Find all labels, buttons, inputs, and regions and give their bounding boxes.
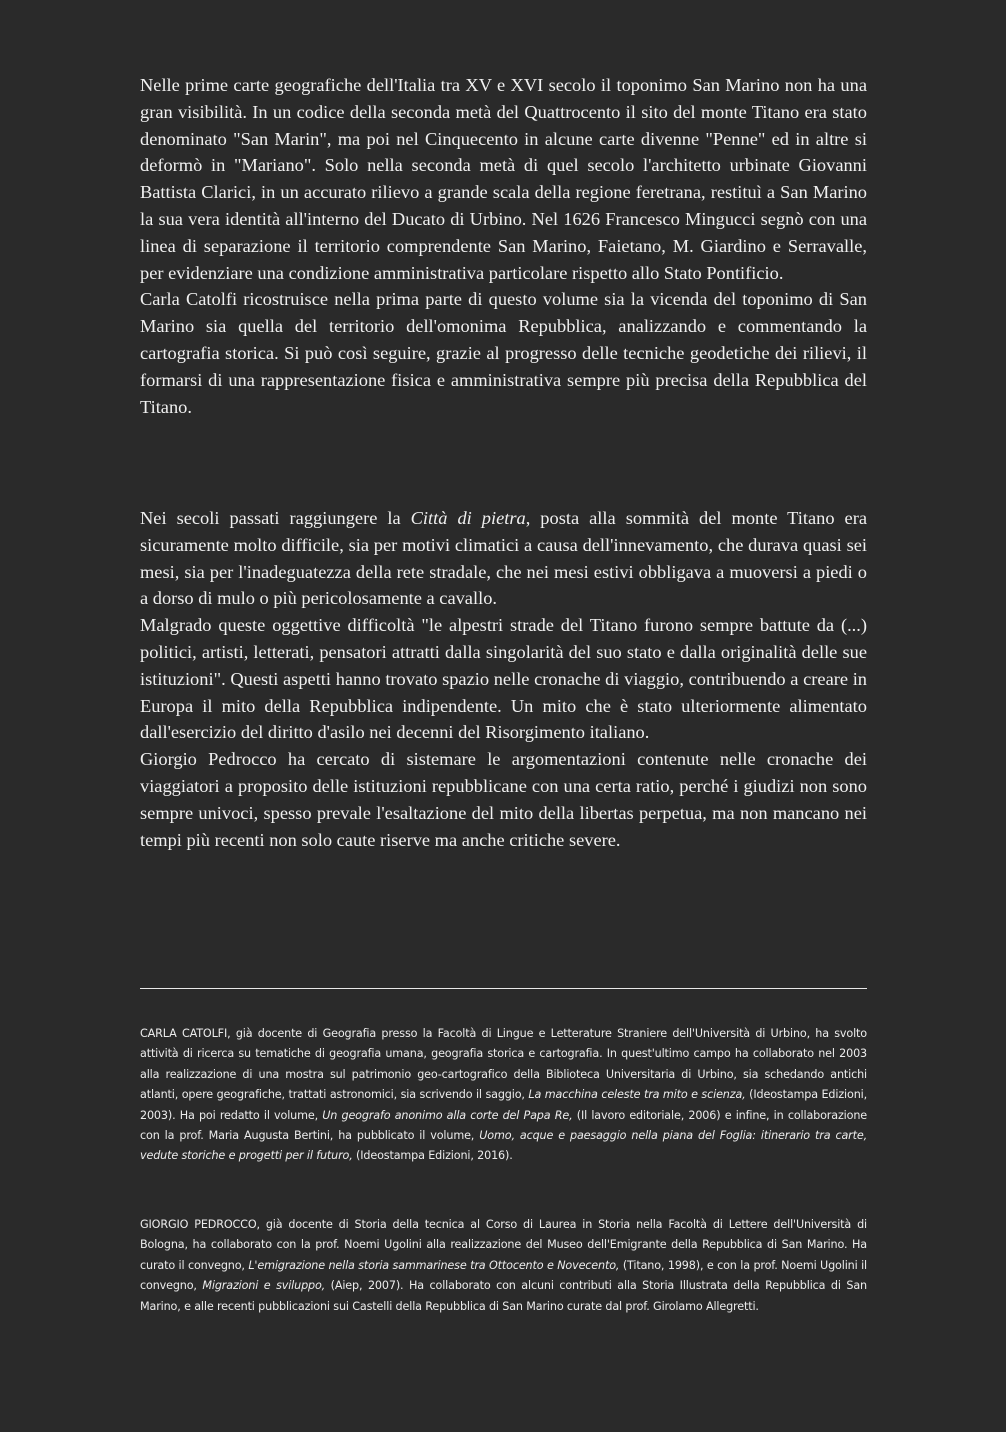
italic-title: Uomo, acque e paesaggio nella piana del Foglia: itinerario tra carte, vedute storiche e progetti per il futuro, — [140, 1129, 867, 1163]
section-travellers — [140, 505, 867, 853]
paragraph-difficolta: Malgrado queste oggettive difficoltà "le alpestri strade del Titano furono sempre battute da (...) politici, artisti, letterati, pensatori attratti dalla singolarità del suo stato e dalla originalità delle sue istituzioni". Questi aspetti hanno trovato spazio nelle cronache di viaggio, contribuendo a creare in Europa il mito della Repubblica indipendente. Un mito che è stato ulteriormente alimentato dall'esercizio del diritto d'asilo nei decenni del Risorgimento italiano. — [140, 615, 867, 743]
text-fragment: CARLA CATOLFI, già docente di Geografia presso la Facoltà di Lingue e Letterature Straniere dell'Università di Urbino, ha svolto attività di ricerca su tematiche di geografia umana, geografia storica e cartografia. In quest'ultimo campo ha collaborato nel 2003 alla realizzazione di una mostra sul patrimonio geo-cartografico della Biblioteca Universitaria di Urbino, sia schedando antichi atlanti, opere geografiche, trattati astronomici, sia scrivendo il saggio, — [140, 1027, 867, 1102]
text-fragment: Nei secoli passati raggiungere la — [140, 508, 411, 528]
italic-title: Un geografo anonimo alla corte del Papa Re, — [322, 1108, 573, 1122]
paragraph-toponym-history: Nelle prime carte geografiche dell'Italia tra XV e XVI secolo il toponimo San Marino non ha una gran visibilità. In un codice della seconda metà del Quattrocento il sito del monte Titano era stato denominato "San Marin", ma poi nel Cinquecento in alcune carte divenne "Penne" ed in altre si deformò in "Mariano". Solo nella seconda metà di quel secolo l'architetto urbinate Giovanni Battista Clarici, in un accurato rilievo a grande scala della regione feretrana, restituì a San Marino la sua vera identità all'interno del Ducato di Urbino. Nel 1626 Francesco Mingucci segnò con una linea di separazione il territorio comprendente San Marino, Faietano, M. Giardino e Serravalle, per evidenziare una condizione amministrativa particolare rispetto allo Stato Pontificio. — [140, 75, 867, 283]
author-bio-catolfi — [140, 1024, 867, 1167]
back-cover-text — [140, 72, 868, 1313]
text-fragment: (Ideostampa Edizioni, 2003). Ha poi redatto il volume, — [140, 1088, 868, 1122]
divider-line — [140, 988, 867, 989]
text-fragment: (Titano, 1998), e con la prof. Noemi Ugolini il convegno, — [140, 1258, 867, 1293]
text-fragment: (Ideostampa Edizioni, 2016). — [352, 1149, 513, 1163]
italic-title: Migrazioni e sviluppo, — [202, 1279, 326, 1293]
paragraph-catolfi-summary: Carla Catolfi ricostruisce nella prima parte di questo volume sia la vicenda del toponimo di San Marino sia quella del territorio dell'omonima Repubblica, analizzando e commentando la cartografia storica. Si può così seguire, grazie al progresso delle tecniche geodetiche dei rilievi, il formarsi di una rappresentazione fisica e amministrativa sempre più precisa della Repubblica del Titano. — [140, 289, 867, 417]
italic-title: L'emigrazione nella storia sammarinese tra Ottocento e Novecento, — [248, 1258, 620, 1272]
text-fragment: GIORGIO PEDROCCO, già docente di Storia della tecnica al Corso di Laurea in Storia nella Facoltà di Lettere dell'Università di Bologna, ha collaborato con la prof. Noemi Ugolini alla realizzazione del Museo dell'Emigrante della Repubblica di San Marino. Ha curato il convegno, — [140, 1218, 867, 1272]
text-fragment: (Il lavoro editoriale, 2006) e infine, in collaborazione con la prof. Maria Augusta Bertini, ha pubblicato il volume, — [140, 1108, 868, 1143]
paragraph-citta-di-pietra — [140, 505, 867, 612]
text-fragment: (Aiep, 2007). Ha collaborato con alcuni contributi alla Storia Illustrata della Repubblica di San Marino, e alle recenti pubblicazioni sui Castelli della Repubblica di San Marino curate dal prof. Girolamo Allegretti. — [140, 1279, 867, 1313]
section-toponym — [140, 72, 867, 420]
paragraph-pedrocco-summary: Giorgio Pedrocco ha cercato di sistemare le argomentazioni contenute nelle cronache dei viaggiatori a proposito delle istituzioni repubblicane con una certa ratio, perché i giudizi non sono sempre univoci, spesso prevale l'esaltazione del mito della libertas perpetua, ma non mancano nei tempi più recenti non solo caute riserve ma anche critiche severe. — [140, 749, 867, 850]
italic-title: La macchina celeste tra mito e scienza, — [528, 1088, 746, 1102]
author-bio-pedrocco — [140, 1215, 867, 1317]
text-fragment: , posta alla sommità del monte Titano era sicuramente molto difficile, sia per motivi climatici a causa dell'innevamento, che durava quasi sei mesi, sia per l'inadeguatezza della rete stradale, che nei mesi estivi obbligava a muoversi a piedi o a dorso di mulo o più pericolosamente a cavallo. — [140, 508, 867, 609]
italic-title: Città di pietra — [410, 508, 526, 528]
